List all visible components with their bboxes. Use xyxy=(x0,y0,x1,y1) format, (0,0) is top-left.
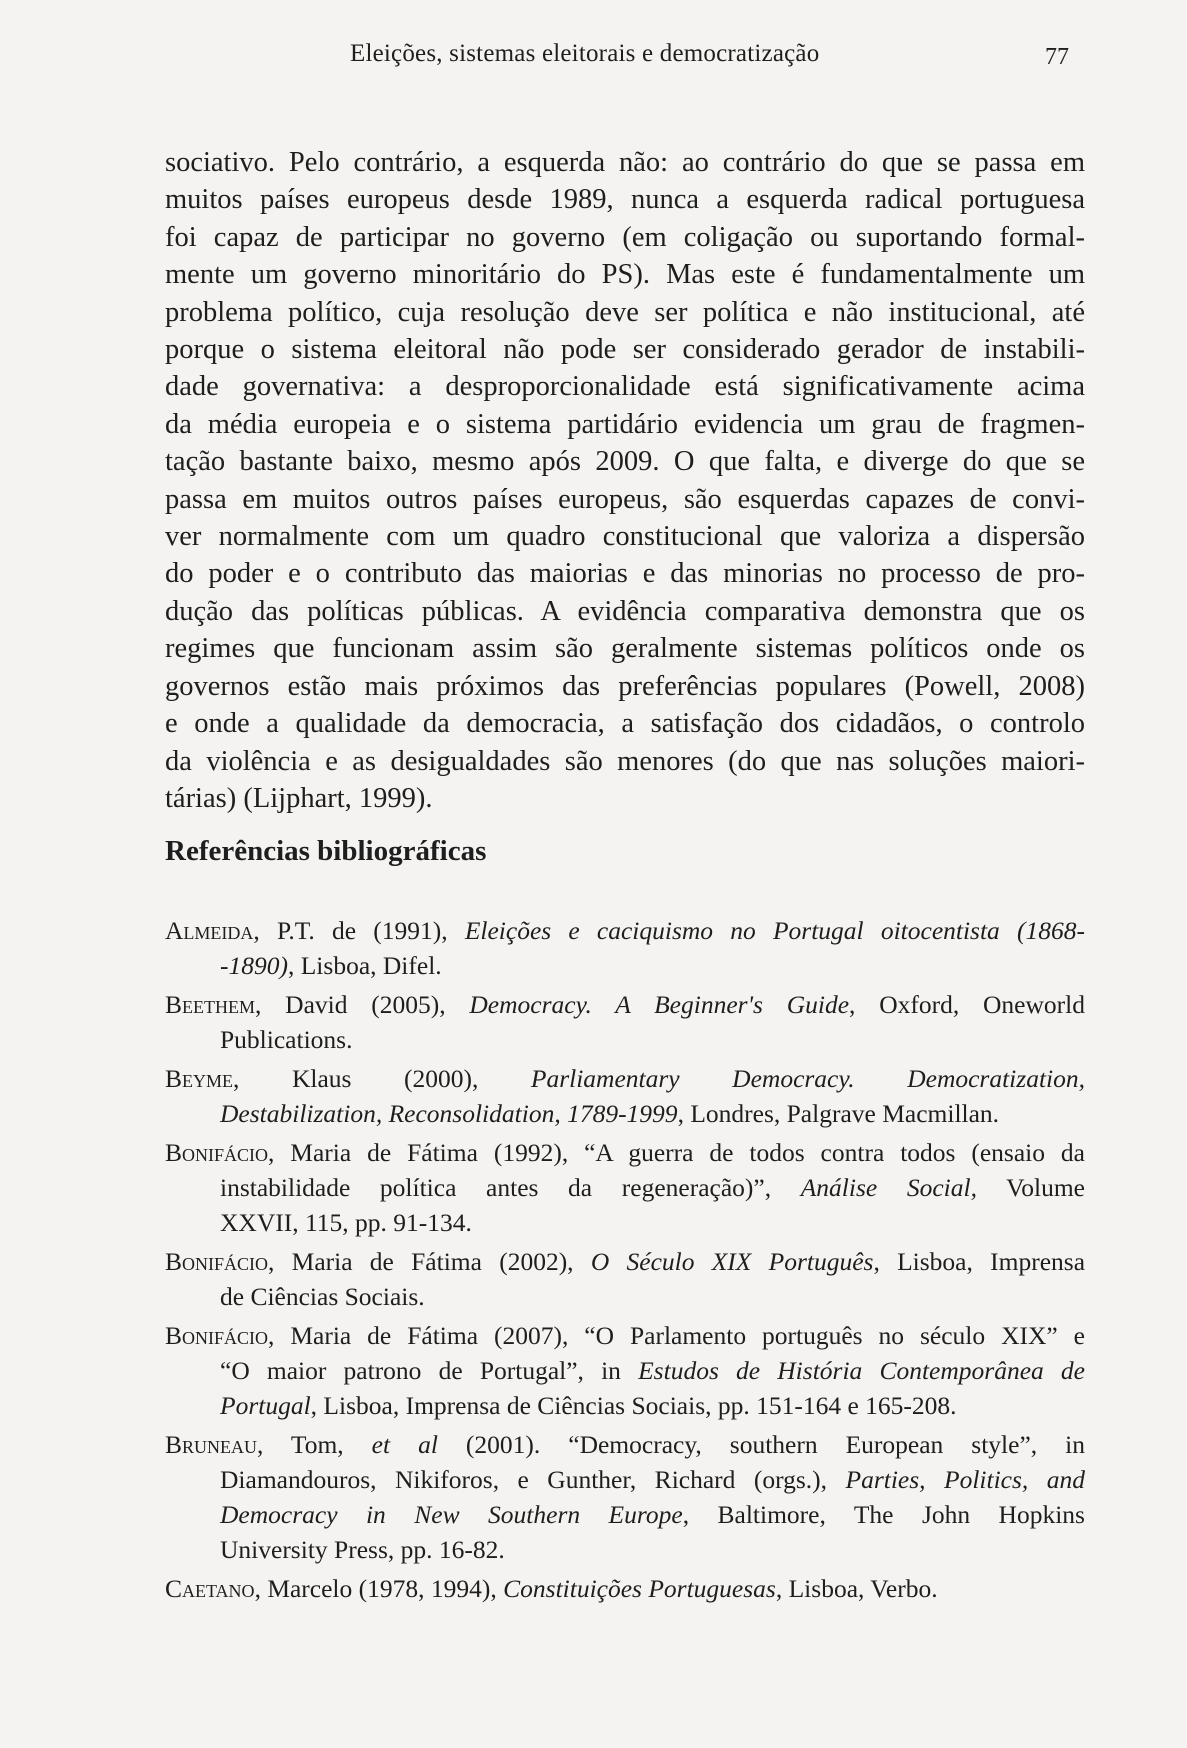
reference-entry: Beethem, David (2005), Democracy. A Beginner's Guide, Oxford, Oneworld Publications. xyxy=(165,990,1085,1054)
reference-author: Almeida xyxy=(165,916,254,945)
reference-entry: Bruneau, Tom, et al (2001). “Democracy, southern European style”, in Diamandouros, Nikiforos, e Gunther, Richard (orgs.), Parties, Politics, and Democracy in New Southern Europe, Baltimore, The John Hopkins University Press, pp. 16-82. xyxy=(165,1430,1085,1564)
reference-title: Democracy. A Beginner's Guide xyxy=(469,990,850,1019)
reference-author: Bonifácio xyxy=(165,1247,269,1276)
reference-entry: Bonifácio, Maria de Fátima (2002), O Século XIX Português, Lisboa, Imprensa de Ciências Sociais. xyxy=(165,1247,1086,1311)
paragraph-line: e onde a qualidade da democracia, a satisfação dos cidadãos, o controlo xyxy=(165,708,1085,740)
paragraph-line: dade governativa: a desproporcionalidade está significativamente acima xyxy=(165,371,1085,403)
reference-entry: Beyme, Klaus (2000), Parliamentary Democracy. Democratization, Destabilization, Reconsolidation, 1789-1999, Londres, Palgrave Macmillan. xyxy=(165,1064,1085,1128)
reference-title: -1890) xyxy=(220,951,288,980)
references-heading: Referências bibliográficas xyxy=(165,835,487,867)
reference-entry: Bonifácio, Maria de Fátima (2007), “O Parlamento português no século XIX” e “O maior patrono de Portugal”, in Estudos de História Contemporânea de Portugal, Lisboa, Imprensa de Ciências Sociais, pp. 151-164 e 165-208. xyxy=(165,1321,1085,1420)
reference-entry: Bonifácio, Maria de Fátima (1992), “A guerra de todos contra todos (ensaio da instabilidade política antes da regeneração)”, Análise Social, Volume XXVII, 115, pp. 91-134. xyxy=(165,1138,1085,1237)
references-list xyxy=(165,913,1085,1610)
paragraph-line: mente um governo minoritário do PS). Mas este é fundamentalmente um xyxy=(165,259,1085,291)
reference-entry: Almeida, P.T. de (1991), Eleições e caciquismo no Portugal oitocentista (1868- -1890), Lisboa, Difel. xyxy=(165,916,1085,980)
reference-title: Democracy in New Southern Europe xyxy=(220,1500,683,1529)
reference-author: Bonifácio xyxy=(165,1321,269,1350)
paragraph-line: muitos países europeus desde 1989, nunca a esquerda radical portuguesa xyxy=(165,184,1085,216)
paragraph-line: sociativo. Pelo contrário, a esquerda não: ao contrário do que se passa em xyxy=(165,147,1085,178)
reference-title: Estudos de História Contemporânea de xyxy=(638,1356,1085,1385)
reference-entry: Caetano, Marcelo (1978, 1994), Constituições Portuguesas, Lisboa, Verbo. xyxy=(165,1574,938,1603)
reference-title: Portugal xyxy=(220,1391,311,1420)
reference-author: Caetano xyxy=(165,1574,255,1603)
reference-author: Bruneau xyxy=(165,1430,258,1459)
paragraph-line: da violência e as desigualdades são menores (do que nas soluções maiori- xyxy=(165,745,1085,777)
page-number: 77 xyxy=(1045,44,1069,70)
reference-title: Parties, Politics, and xyxy=(845,1465,1085,1494)
paragraph-line: regimes que funcionam assim são geralmente sistemas políticos onde os xyxy=(165,633,1085,665)
paragraph-line: governos estão mais próximos das preferências populares (Powell, 2008) xyxy=(165,670,1085,702)
reference-title: Eleições e caciquismo no Portugal oitocentista (1868- xyxy=(464,916,1085,945)
paragraph-line: dução das políticas públicas. A evidência comparativa demonstra que os xyxy=(165,595,1085,627)
reference-title: Parliamentary Democracy. Democratization, xyxy=(530,1064,1085,1093)
paragraph-line: da média europeia e o sistema partidário evidencia um grau de fragmen- xyxy=(165,408,1085,440)
reference-title: O Século XIX Português xyxy=(590,1247,874,1276)
paragraph-line: tárias) (Lijphart, 1999). xyxy=(165,782,433,814)
paragraph-line: problema político, cuja resolução deve ser política e não institucional, até xyxy=(165,296,1085,328)
reference-title: Destabilization, Reconsolidation, 1789-1999 xyxy=(220,1099,678,1128)
reference-author: Beethem xyxy=(165,990,255,1019)
body-paragraph xyxy=(165,144,1085,817)
running-title: Eleições, sistemas eleitorais e democratização xyxy=(350,40,820,67)
paragraph-line: foi capaz de participar no governo (em coligação ou suportando formal- xyxy=(165,221,1085,253)
paragraph-line: ver normalmente com um quadro constitucional que valoriza a dispersão xyxy=(165,521,1085,553)
paragraph-line: tação bastante baixo, mesmo após 2009. O que falta, e diverge do que se xyxy=(165,446,1085,478)
reference-author: Beyme xyxy=(165,1064,234,1093)
reference-author: Bonifácio xyxy=(165,1138,269,1167)
reference-title: Análise Social, xyxy=(800,1173,977,1202)
reference-title: Constituições Portuguesas xyxy=(503,1574,776,1603)
paragraph-line: passa em muitos outros países europeus, são esquerdas capazes de convi- xyxy=(165,483,1085,515)
paragraph-line: porque o sistema eleitoral não pode ser considerado gerador de instabili- xyxy=(165,334,1085,366)
paragraph-line: do poder e o contributo das maiorias e das minorias no processo de pro- xyxy=(165,558,1085,590)
